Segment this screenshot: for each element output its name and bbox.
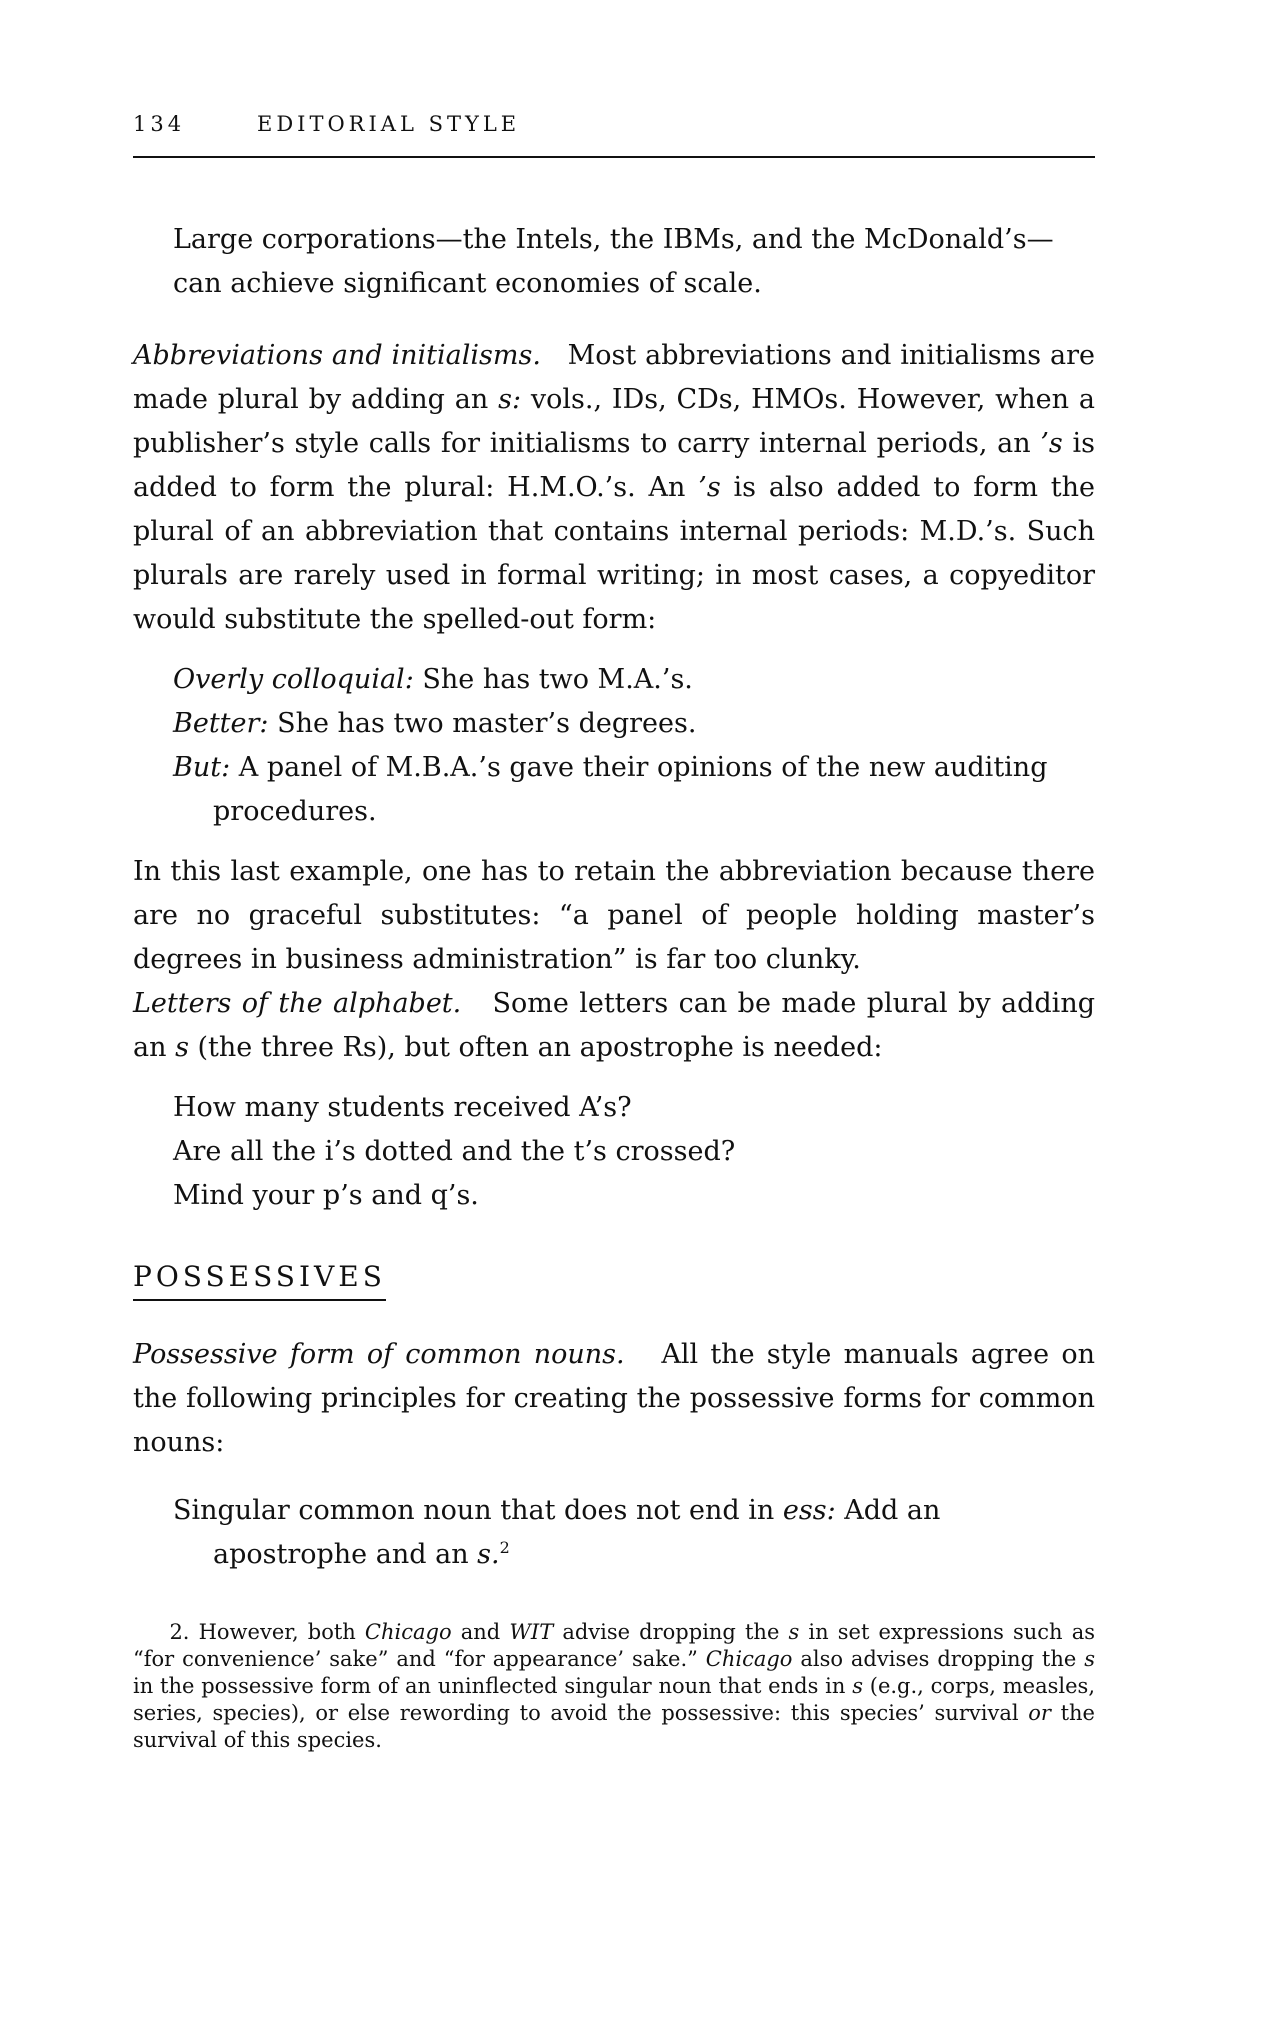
section-heading: POSSESSIVES <box>133 1260 386 1301</box>
paragraph-abbreviations: Abbreviations and initialisms. Most abbreviations and initialisms are made plural by adding an s: vols., IDs, CDs, HMOs. However, when a publisher’s style calls for initialisms to carry internal periods, an ’s is added to form the plural: H.M.O.’s. An ’s is also added to form the plural of an abbreviation that contains internal periods: M.D.’s. Such plurals are rarely used in formal writing; in most cases, a copyeditor would substitute the spelled-out form: <box>133 340 1096 635</box>
paragraph-letters: Letters of the alphabet. Some letters can be made plural by adding an s (the three Rs), but often an apostrophe is needed: <box>133 988 1095 1063</box>
page-content <box>133 218 1095 1754</box>
example-list-letters <box>133 1086 1095 1218</box>
example-list-abbreviations <box>133 658 1095 834</box>
example-item: Overly colloquial: She has two M.A.’s. <box>173 664 693 695</box>
paragraph-possessive: Possessive form of common nouns. All the style manuals agree on the following principles for creating the possessive forms for common nouns: <box>133 1339 1095 1458</box>
example-item: Better: She has two master’s degrees. <box>173 708 697 739</box>
rule-singular-common-noun: Singular common noun that does not end in ess: Add an apostrophe and an s.$^2$ <box>173 1495 941 1570</box>
runin-heading-letters: Letters of the alphabet. <box>133 988 462 1019</box>
running-header <box>133 108 1095 158</box>
section-heading-wrap <box>133 1260 1095 1301</box>
example-item: But: A panel of M.B.A.’s gave their opinions of the new auditing procedures. <box>173 752 1048 827</box>
footnote-number: 2. <box>169 1620 190 1644</box>
example-item: Mind your p’s and q’s. <box>173 1180 479 1211</box>
runin-heading-abbreviations: Abbreviations and initialisms. <box>133 340 541 371</box>
running-title: EDITORIAL STYLE <box>257 112 521 136</box>
paragraph-abbreviation-retain: In this last example, one has to retain the abbreviation because there are no graceful substitutes: “a panel of people holding master’s degrees in business administration” is far too clunky. <box>133 856 1095 975</box>
runin-heading-possessive: Possessive form of common nouns. <box>133 1339 625 1370</box>
example-item: How many students received A’s? <box>173 1092 632 1123</box>
footnote <box>133 1619 1095 1754</box>
page-number: 134 <box>133 112 186 136</box>
footnote-ref: 2 <box>499 1538 510 1557</box>
example-item: Are all the i’s dotted and the t’s crossed? <box>173 1136 736 1167</box>
footnote-text: 2. However, both Chicago and WIT advise dropping the s in set expressions such as “for convenience’ sake” and “for appearance’ sake.” Chicago also advises dropping the s in the possessive form of an uninflected singular noun that ends in s (e.g., corps, measles, series, species), or else rewording to avoid the possessive: this species’ survival or the survival of this species. <box>133 1620 1095 1752</box>
example-sentence-corporations: Large corporations—the Intels, the IBMs, and the McDonald’s—can achieve significant economies of scale. <box>173 224 1054 299</box>
